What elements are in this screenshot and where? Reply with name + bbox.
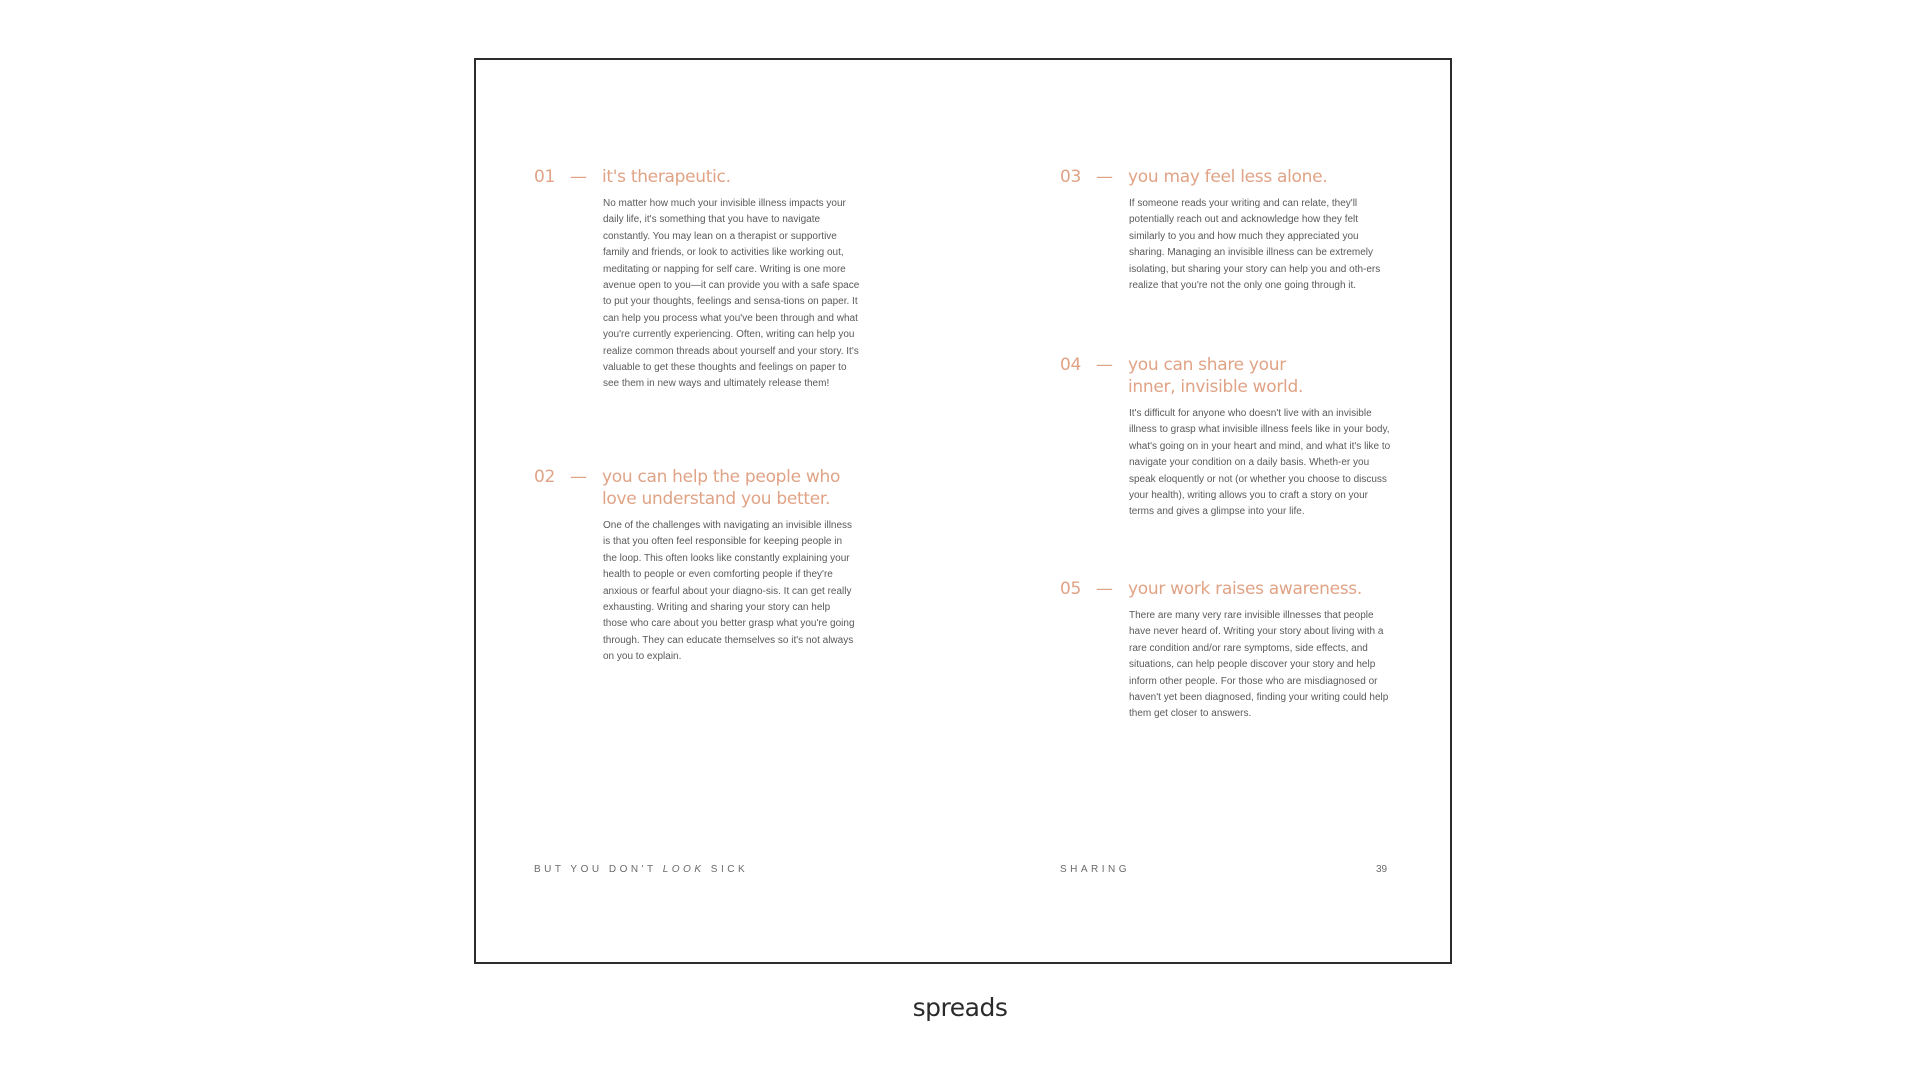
running-head-right: SHARING <box>1060 864 1131 875</box>
section-dash: — <box>1096 355 1113 375</box>
caption: spreads <box>912 993 1008 1022</box>
section-body: If someone reads your writing and can relate, they'll potentially reach out and acknowledge how they felt similarly to you and how much they appreciated you sharing. Managing an invisible illness can be extremely isolating, but sharing your story can help you and oth-ers realize that you're not the only one going through it. <box>1129 198 1381 292</box>
section-number: 05 <box>1060 579 1082 599</box>
section-title: you can help the people who love understand you better. <box>602 467 841 509</box>
section-body: There are many very rare invisible illnesses that people have never heard of. Writing your story about living with a rare condition and/or rare symptoms, side effects, and situations, can help people discover your story and help inform other people. For those who are misdiagnosed or haven't yet been diagnosed, finding your writing could help them get closer to answers. <box>1129 610 1389 720</box>
section-01 <box>534 166 874 393</box>
section-body: One of the challenges with navigating an invisible illness is that you often feel responsible for keeping people in the loop. This often looks like constantly explaining your health to people or even comforting people if they're anxious or fearful about your diagno-sis. It can get really exhausting. Writing and sharing your story can help those who care about you better grasp what you're going through. They can educate themselves so it's not always on you to explain. <box>603 520 855 663</box>
section-dash: — <box>570 467 587 487</box>
section-heading <box>534 166 874 188</box>
section-title: it's therapeutic. <box>602 167 731 187</box>
section-title: you can share your inner, invisible world. <box>1128 355 1304 397</box>
section-number: 03 <box>1060 167 1082 187</box>
section-title: you may feel less alone. <box>1128 167 1328 187</box>
section-title: your work raises awareness. <box>1128 579 1362 599</box>
running-head-left <box>534 864 748 875</box>
section-heading <box>1060 578 1420 600</box>
section-number: 01 <box>534 167 556 187</box>
running-head-left-text-end: SICK <box>704 864 749 875</box>
book-spread <box>474 58 1452 964</box>
section-04 <box>1060 354 1420 521</box>
section-heading <box>534 466 874 510</box>
running-head-left-text: BUT YOU DON'T <box>534 864 663 875</box>
section-02 <box>534 466 874 666</box>
page-number: 39 <box>1376 864 1388 875</box>
section-body: It's difficult for anyone who doesn't live with an invisible illness to grasp what invisible illness feels like in your body, what's going on in your heart and mind, and what it's like to navigate your condition on a daily basis. Wheth-er you speak eloquently or not (or whether you choose to discuss your health), writing allows you to craft a story on your terms and gives a glimpse into your life. <box>1129 408 1391 518</box>
section-body: No matter how much your invisible illness impacts your daily life, it's something that you have to navigate constantly. You may lean on a therapist or supportive family and friends, or look to activities like working out, meditating or napping for self care. Writing is one more avenue open to you—it can provide you with a safe space to put your thoughts, feelings and sensa-tions on paper. It can help you process what you've been through and what you're currently experiencing. Often, writing can help you realize common threads about yourself and your story. It's valuable to get these thoughts and feelings on paper to see them in new ways and ultimately release them! <box>603 198 860 390</box>
section-03 <box>1060 166 1420 294</box>
section-05 <box>1060 578 1420 723</box>
section-heading <box>1060 354 1420 398</box>
section-dash: — <box>570 167 587 187</box>
running-head-left-italic: LOOK <box>662 864 705 875</box>
section-heading <box>1060 166 1420 188</box>
section-number: 04 <box>1060 355 1082 375</box>
section-number: 02 <box>534 467 556 487</box>
section-dash: — <box>1096 167 1113 187</box>
section-dash: — <box>1096 579 1113 599</box>
